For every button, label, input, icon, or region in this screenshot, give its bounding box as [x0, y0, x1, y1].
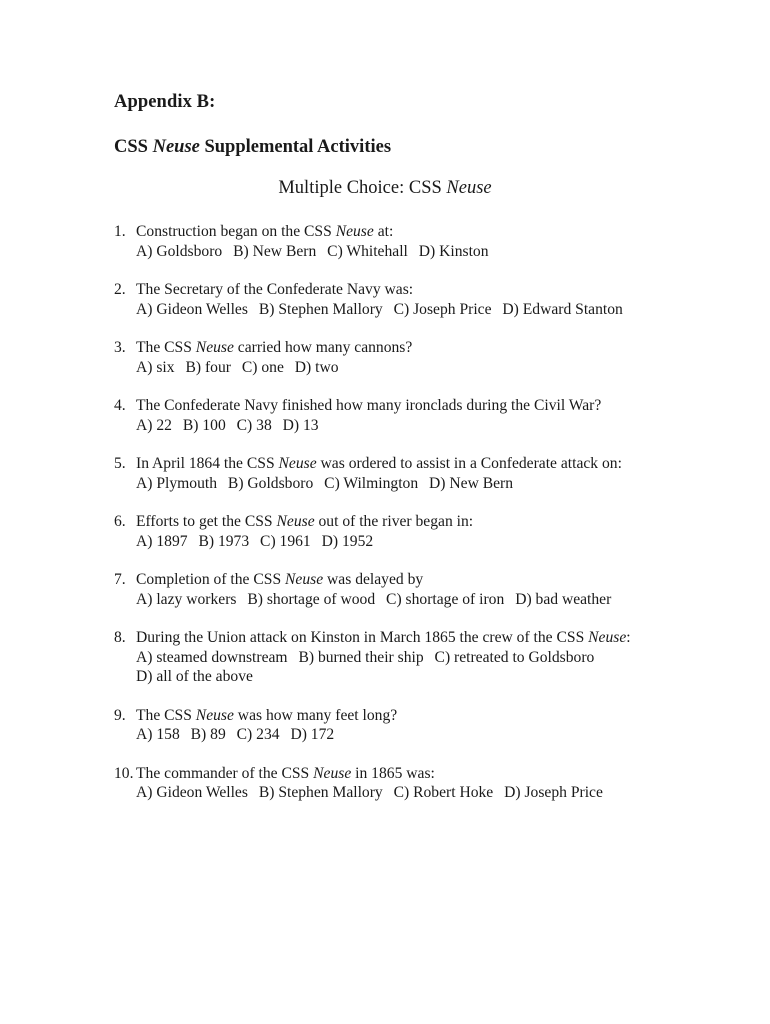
question-stem — [136, 396, 714, 416]
question-item — [114, 338, 714, 377]
question-item — [114, 628, 714, 687]
answer-option: A) Plymouth — [136, 474, 218, 492]
question-number: 9. — [114, 706, 126, 724]
question-number: 2. — [114, 281, 126, 298]
question-stem — [136, 454, 714, 474]
answer-option: D) 172 — [290, 726, 335, 743]
answer-option: A) 1897 — [136, 532, 188, 550]
question-stem — [136, 338, 714, 358]
question-stem-suffix: in 1865 was: — [351, 764, 435, 782]
question-body — [114, 396, 714, 435]
answer-option: C) 38 — [236, 416, 272, 434]
answer-option: B) Stephen Mallory — [258, 784, 383, 801]
question-stem — [136, 222, 714, 242]
answer-options — [136, 358, 714, 378]
answer-options — [136, 725, 714, 745]
question-body — [114, 338, 714, 377]
question-stem-suffix: was ordered to assist in a Confederate attack on: — [316, 455, 622, 472]
answer-option: D) Kinston — [418, 242, 489, 260]
answer-option: C) Robert Hoke — [393, 784, 494, 801]
answer-option: B) Stephen Mallory — [258, 300, 383, 318]
answer-options — [136, 474, 714, 494]
question-stem-text: Completion of the CSS — [136, 571, 286, 588]
question-item — [114, 280, 714, 319]
answer-option: B) New Bern — [233, 242, 317, 260]
question-stem-italic: Neuse — [195, 339, 234, 356]
question-stem-suffix: was how many feet long? — [233, 706, 398, 724]
answer-option: C) one — [241, 358, 284, 376]
answer-options — [136, 667, 714, 687]
question-stem-text: The Confederate Navy finished how many ironclads during the Civil War? — [136, 397, 602, 414]
question-stem-text: Construction began on the CSS — [136, 223, 336, 240]
question-number: 4. — [114, 397, 126, 414]
quiz-title — [0, 178, 770, 199]
question-stem-suffix: : — [626, 629, 631, 646]
question-item — [114, 512, 714, 551]
section-heading-suffix: Supplemental Activities — [199, 137, 392, 157]
question-stem — [136, 706, 714, 726]
question-item — [114, 706, 714, 745]
question-stem-suffix: at: — [373, 223, 394, 240]
answer-option: D) New Bern — [429, 474, 514, 492]
section-heading-prefix: CSS — [114, 137, 153, 157]
answer-option: A) 22 — [136, 416, 172, 434]
answer-options — [136, 242, 714, 262]
answer-option: C) retreated to Goldsboro — [434, 648, 595, 666]
question-body — [114, 764, 714, 803]
question-number: 8. — [114, 629, 126, 646]
question-stem-text: During the Union attack on Kinston in March 1865 the crew of the CSS — [136, 629, 589, 646]
quiz-title-italic: Neuse — [446, 178, 492, 198]
question-stem-italic: Neuse — [285, 571, 324, 588]
answer-option: A) six — [136, 358, 175, 376]
question-stem-italic: Neuse — [276, 513, 315, 530]
question-stem-suffix: out of the river began in: — [314, 513, 474, 530]
answer-option: C) 234 — [236, 726, 280, 743]
question-body — [114, 570, 714, 609]
question-stem — [136, 628, 714, 648]
quiz-title-prefix: Multiple Choice: CSS — [278, 178, 447, 198]
answer-option: A) Goldsboro — [136, 242, 223, 260]
question-stem — [136, 280, 714, 300]
answer-options — [136, 532, 714, 552]
answer-option: D) 13 — [282, 416, 319, 434]
question-body — [114, 628, 714, 687]
question-stem-italic: Neuse — [588, 629, 627, 646]
answer-option: B) Goldsboro — [227, 474, 314, 492]
question-stem-text: In April 1864 the CSS — [136, 455, 279, 472]
answer-option: A) Gideon Welles — [136, 300, 248, 318]
question-list — [114, 222, 714, 822]
question-item — [114, 764, 714, 803]
question-stem-text: The Secretary of the Confederate Navy was: — [136, 281, 414, 298]
question-item — [114, 222, 714, 261]
question-number: 1. — [114, 223, 126, 240]
question-number: 3. — [114, 339, 126, 356]
question-number: 7. — [114, 571, 126, 588]
question-body — [114, 222, 714, 261]
answer-option: D) all of the above — [136, 668, 253, 685]
answer-option: C) Joseph Price — [393, 300, 492, 318]
answer-option: B) 100 — [182, 416, 226, 434]
question-stem-text: Efforts to get the CSS — [136, 513, 277, 530]
question-stem-italic: Neuse — [195, 706, 234, 724]
answer-option: C) shortage of iron — [386, 590, 505, 608]
answer-option: A) Gideon Welles — [136, 784, 248, 801]
question-stem — [136, 570, 714, 590]
question-stem-suffix: carried how many cannons? — [233, 339, 413, 356]
question-body — [114, 512, 714, 551]
question-stem-text: The CSS — [136, 706, 196, 724]
question-item — [114, 570, 714, 609]
answer-option: B) four — [185, 358, 231, 376]
answer-option: D) bad weather — [515, 590, 612, 608]
answer-option: C) Whitehall — [327, 242, 408, 260]
answer-options — [136, 648, 714, 668]
answer-option: D) 1952 — [321, 532, 374, 550]
question-stem-text: The CSS — [136, 339, 196, 356]
question-body — [114, 706, 714, 745]
answer-options — [136, 300, 714, 320]
question-stem-italic: Neuse — [278, 455, 317, 472]
question-stem-italic: Neuse — [335, 223, 374, 240]
appendix-heading-text: Appendix B: — [114, 92, 216, 112]
answer-option: B) 89 — [190, 726, 226, 743]
answer-options — [136, 416, 714, 436]
question-stem-suffix: was delayed by — [323, 571, 424, 588]
answer-option: A) steamed downstream — [136, 648, 288, 666]
question-stem-text: The commander of the CSS — [136, 764, 314, 782]
question-stem-italic: Neuse — [313, 764, 352, 782]
answer-option: B) burned their ship — [298, 648, 424, 666]
answer-option: D) Joseph Price — [504, 784, 603, 801]
answer-option: D) Edward Stanton — [502, 300, 623, 318]
answer-options — [136, 590, 714, 610]
appendix-heading — [114, 92, 215, 113]
question-body — [114, 454, 714, 493]
answer-option: C) Wilmington — [324, 474, 419, 492]
answer-option: A) lazy workers — [136, 590, 237, 608]
answer-options — [136, 783, 714, 803]
section-heading-italic: Neuse — [152, 137, 200, 157]
question-item — [114, 454, 714, 493]
question-stem — [136, 764, 714, 784]
answer-option: B) shortage of wood — [247, 590, 376, 608]
question-number: 10. — [114, 764, 134, 782]
question-stem — [136, 512, 714, 532]
answer-option: D) two — [294, 358, 339, 376]
section-heading — [114, 137, 391, 158]
question-number: 6. — [114, 513, 126, 530]
question-number: 5. — [114, 455, 126, 472]
answer-option: B) 1973 — [198, 532, 250, 550]
answer-option: C) 1961 — [260, 532, 311, 550]
answer-option: A) 158 — [136, 726, 180, 743]
question-item — [114, 396, 714, 435]
question-body — [114, 280, 714, 319]
